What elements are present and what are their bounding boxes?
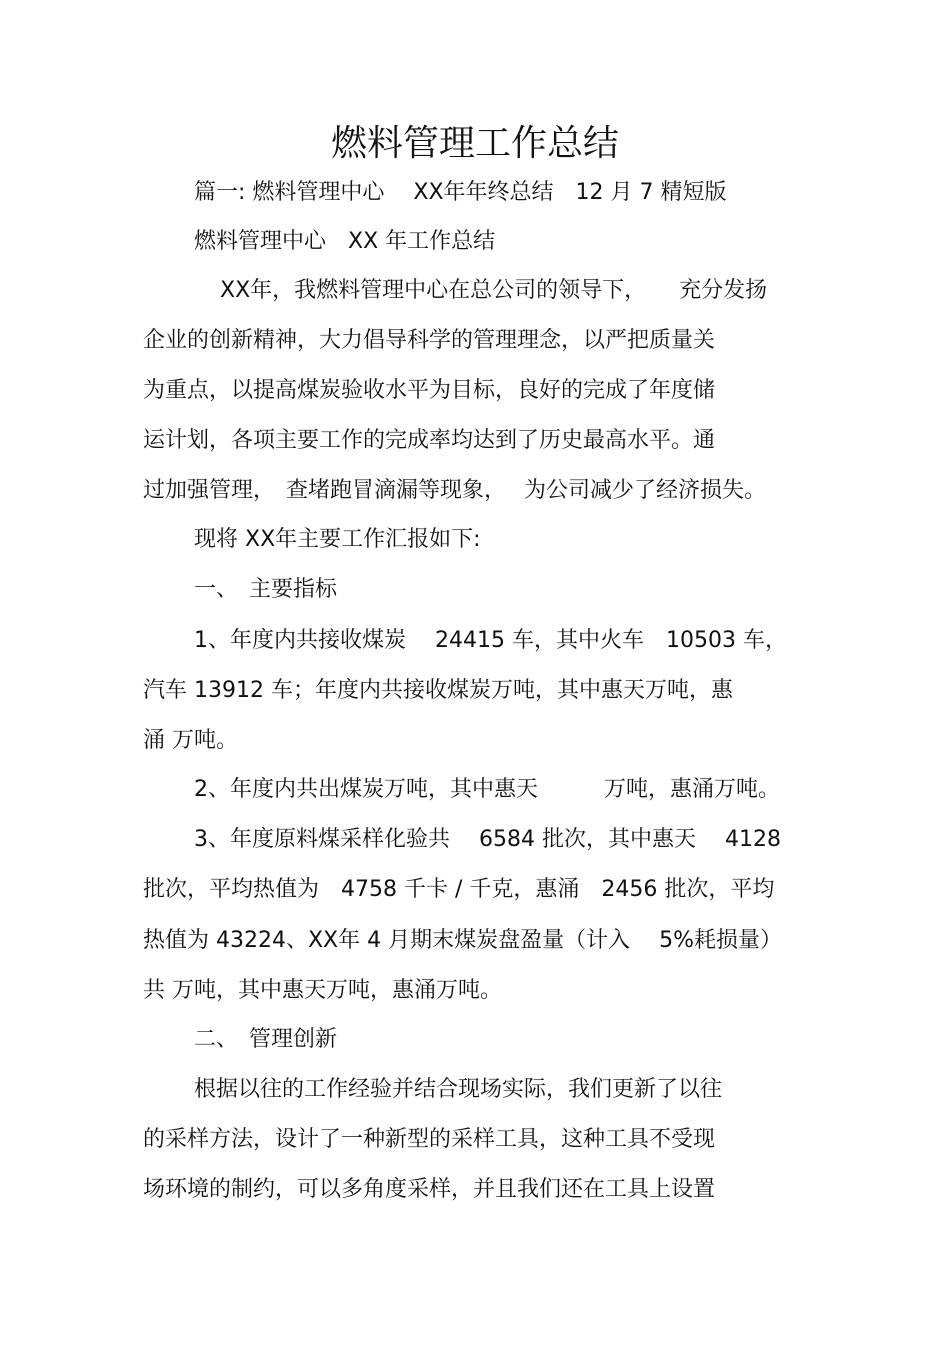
text-line: 涌 万吨。 — [143, 728, 238, 753]
text-line: 批次，平均热值为 4758 千卡 / 千克，惠涌 2456 批次，平均 — [143, 877, 775, 902]
section-heading: 二、 管理创新 — [194, 1027, 338, 1052]
text-line: 过加强管理， 查堵跑冒滴漏等现象， 为公司减少了经济损失。 — [143, 478, 766, 503]
document-title: 燃料管理工作总结 — [330, 123, 619, 164]
text-line: 汽车 13912 车；年度内共接收煤炭万吨，其中惠天万吨，惠 — [143, 678, 733, 703]
text-line: 为重点，以提高煤炭验收水平为目标，良好的完成了年度储 — [143, 378, 716, 403]
section-heading: 一、 主要指标 — [194, 577, 338, 602]
text-line: 场环境的制约，可以多角度采样，并且我们还在工具上设置 — [143, 1177, 716, 1202]
text-line: 1、年度内共接收煤炭 24415 车，其中火车 10503 车， — [194, 628, 787, 653]
text-line: 企业的创新精神，大力倡导科学的管理理念，以严把质量关 — [143, 328, 716, 353]
text-line: 篇一: 燃料管理中心 XX年年终总结 12 月 7 精短版 — [194, 180, 727, 205]
text-line: 3、年度原料煤采样化验共 6584 批次，其中惠天 4128 — [194, 827, 781, 852]
text-line: XX年，我燃料管理中心在总公司的领导下， 充分发扬 — [220, 278, 768, 303]
text-line: 现将 XX年主要工作汇报如下: — [194, 527, 481, 552]
text-line: 根据以往的工作经验并结合现场实际，我们更新了以往 — [194, 1077, 723, 1102]
text-line: 的采样方法，设计了一种新型的采样工具，这种工具不受现 — [143, 1127, 716, 1152]
text-line: 运计划，各项主要工作的完成率均达到了历史最高水平。通 — [143, 428, 716, 453]
text-line: 共 万吨，其中惠天万吨，惠涌万吨。 — [143, 978, 502, 1003]
text-line: 热值为 43224、XX年 4 月期末煤炭盘盈量（计入 5%耗损量） — [143, 928, 783, 953]
text-line: 燃料管理中心 XX 年工作总结 — [194, 229, 496, 254]
text-line: 2、年度内共出煤炭万吨，其中惠天 万吨，惠涌万吨。 — [194, 777, 780, 802]
